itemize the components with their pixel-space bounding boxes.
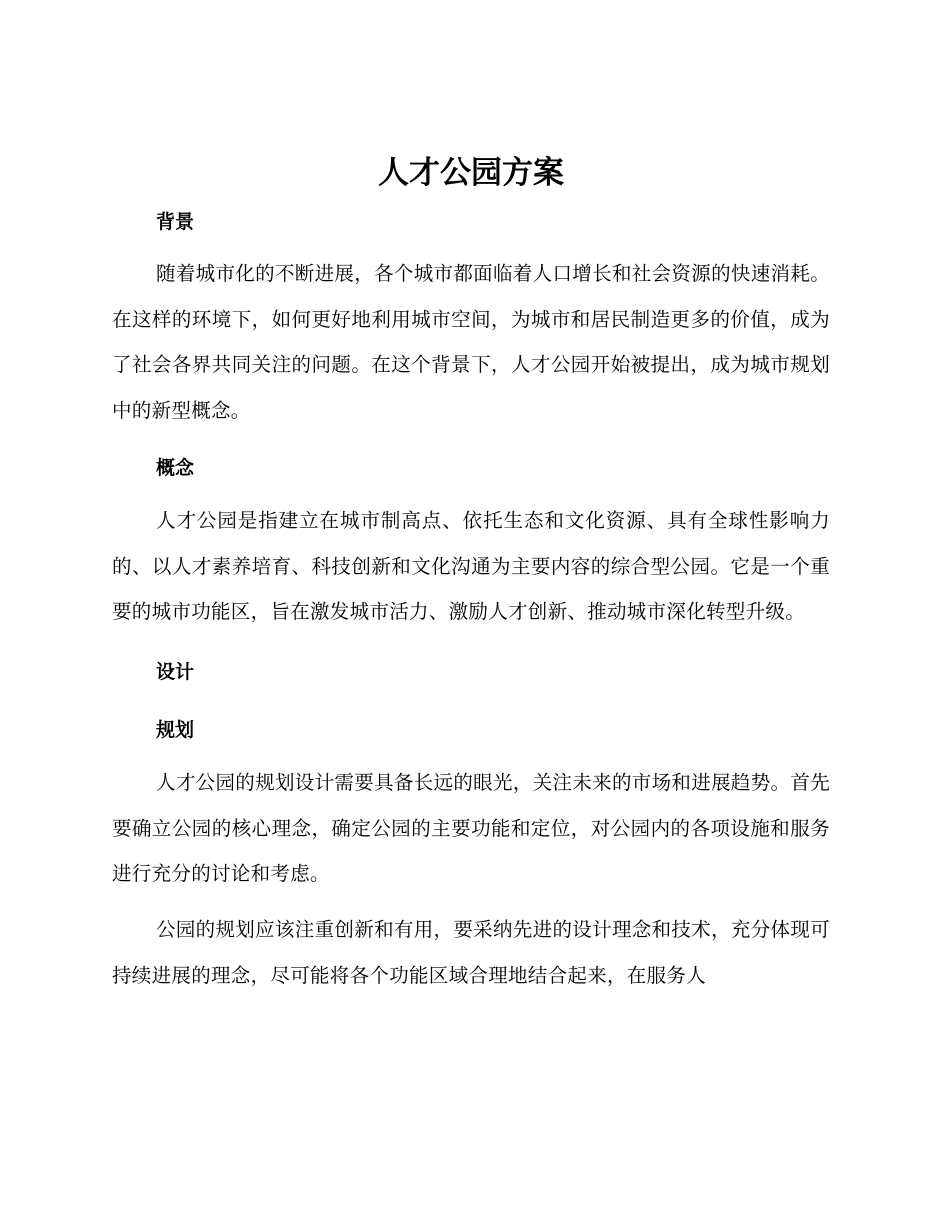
paragraph-planning-1: 人才公园的规划设计需要具备长远的眼光，关注未来的市场和进展趋势。首先要确立公园的核心理念，确定公园的主要功能和定位，对公园内的各项设施和服务进行充分的讨论和考虑。	[112, 770, 830, 886]
document-title: 人才公园方案	[378, 155, 564, 191]
paragraph-planning-2: 公园的规划应该注重创新和有用，要采纳先进的设计理念和技术，充分体现可持续进展的理念，尽可能将各个功能区域合理地结合起来，在服务人	[112, 918, 830, 987]
section-heading-planning: 规划	[156, 718, 195, 741]
document-page	[112, 150, 830, 998]
section-heading-background: 背景	[156, 211, 195, 233]
paragraph-concept: 人才公园是指建立在城市制高点、依托生态和文化资源、具有全球性影响力的、以人才素养培育、科技创新和文化沟通为主要内容的综合型公园。它是一个重要的城市功能区，旨在激发城市活力、激励人才创新、推动城市深化转型升级。	[112, 508, 830, 624]
section-heading-design: 设计	[156, 660, 195, 683]
paragraph-background: 随着城市化的不断进展，各个城市都面临着人口增长和社会资源的快速消耗。在这样的环境下，如何更好地利用城市空间，为城市和居民制造更多的价值，成为了社会各界共同关注的问题。在这个背景下，人才公园开始被提出，成为城市规划中的新型概念。	[112, 262, 830, 423]
section-heading-concept: 概念	[156, 456, 195, 479]
